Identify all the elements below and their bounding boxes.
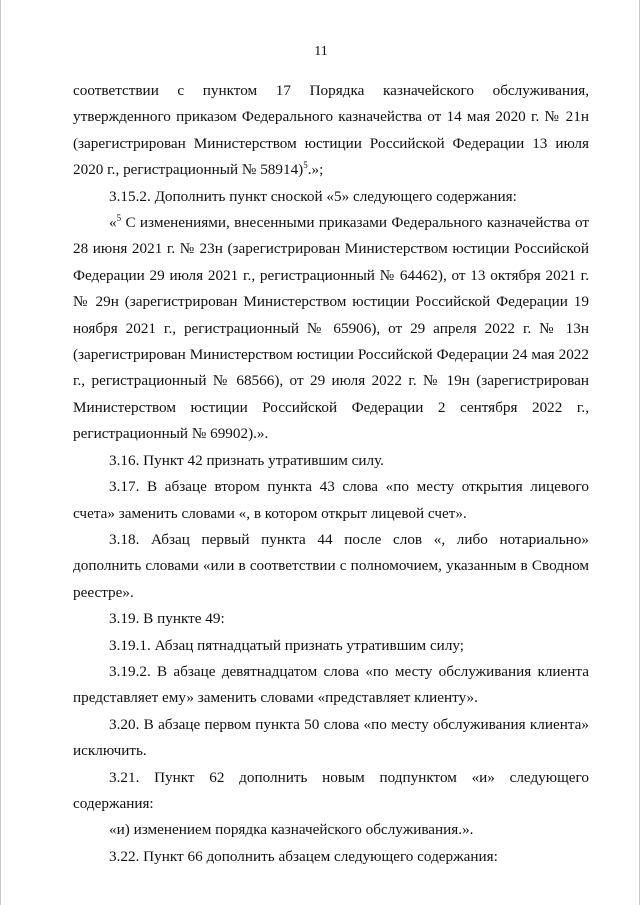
paragraph-continuation [73,78,589,184]
paragraph-footnote-5 [73,210,589,448]
paragraph-3-19-1: 3.19.1. Абзац пятнадцатый признать утратившим силу; [109,636,465,654]
paragraph-3-15-2: 3.15.2. Дополнить пункт сноской «5» следующего содержания: [109,187,517,205]
paragraph-text-end: .»; [307,161,324,179]
document-body [73,78,589,870]
paragraph-3-18: 3.18. Абзац первый пункта 44 после слов «, либо нотариально» дополнить словами «или в соответствии с полномочием, указанным в Сводном реестре». [73,530,589,601]
paragraph-3-17: 3.17. В абзаце втором пункта 43 слова «по месту открытия лицевого счета» заменить словами «, в котором открыт лицевой счет». [73,478,589,522]
paragraph-3-22: 3.22. Пункт 66 дополнить абзацем следующего содержания: [109,847,498,865]
paragraph-3-19-2: 3.19.2. В абзаце девятнадцатом слова «по месту обслуживания клиента представляет ему» заменить словами «представляет клиенту». [73,662,589,707]
paragraph-text: соответствии с пунктом 17 Порядка казначейского обслуживания, утвержденного приказом Федерального казначейства от 14 мая 2020 г. № 21н (зарегистрирован Министерством юстиции Российской Федерации 13 июля 2020 г., регистрационный № 58914) [73,82,589,179]
opening-quote: « [109,214,117,232]
paragraph-subitem-i: «и) изменением порядка казначейского обслуживания.». [109,821,474,839]
page-number: 11 [314,44,328,59]
paragraph-3-19: 3.19. В пункте 49: [109,610,225,628]
paragraph-3-20: 3.20. В абзаце первом пункта 50 слова «по месту обслуживания клиента» исключить. [73,715,589,760]
paragraph-3-21: 3.21. Пункт 62 дополнить новым подпунктом «и» следующего содержания: [73,768,589,812]
paragraph-3-16: 3.16. Пункт 42 признать утратившим силу. [109,451,384,469]
footnote-text: С изменениями, внесенными приказами Федерального казначейства от 28 июня 2021 г. № 23н (зарегистрирован Министерством юстиции Российской Федерации 29 июля 2021 г., регистрационный № 64462), от 13 октября 2021 г. № 29н (зарегистрирован Министерством юстиции Российской Федерации 19 ноября 2021 г., регистрационный № 65906), от 29 апреля 2022 г. № 13н (зарегистрирован Министерством юстиции Российской Федерации 24 мая 2022 г., регистрационный № 68566), от 29 июля 2022 г. № 19н (зарегистрирован Министерством юстиции Российской Федерации 2 сентября 2022 г., регистрационный № 69902).». [73,214,589,443]
footnote-marker: 5 [116,212,122,223]
footnote-reference: 5 [303,160,308,171]
